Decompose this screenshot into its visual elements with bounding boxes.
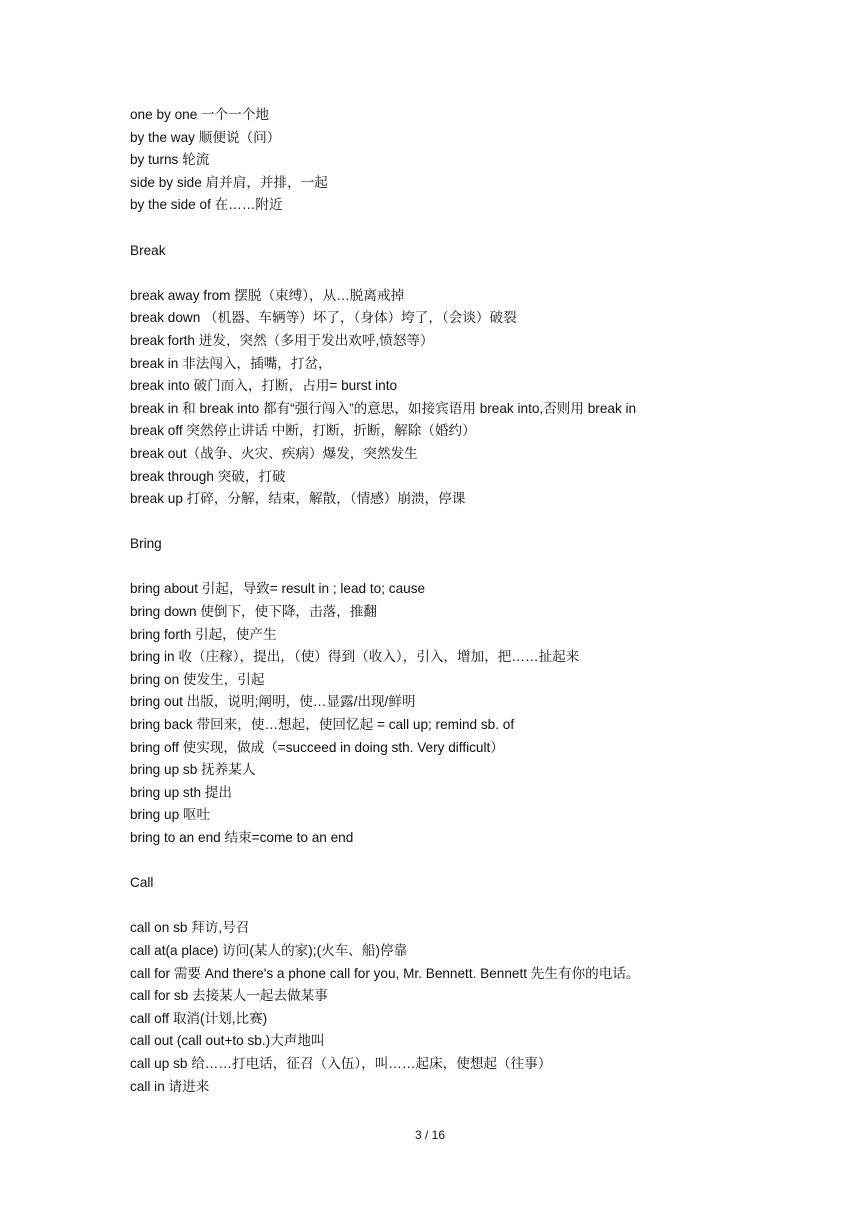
entry-line: bring up sb 抚养某人	[130, 762, 256, 778]
entry-line: bring back 带回来，使…想起，使回忆起 = call up; remind sb. of	[130, 717, 515, 733]
entry-line: call up sb 给……打电话，征召（入伍），叫……起床，使想起（往事）	[130, 1055, 552, 1071]
entry-line: side by side 肩并肩，并排，一起	[130, 174, 328, 190]
entry-line: break away from 摆脱（束缚），从…脱离戒掉	[130, 287, 405, 303]
entry-line: bring down 使倒下，使下降，击落，推翻	[130, 604, 377, 620]
entry-line: call at(a place) 访问(某人的家);(火车、船)停靠	[130, 942, 408, 958]
page-number: 3 / 16	[414, 1128, 446, 1142]
blank-line	[130, 511, 840, 534]
entry-line: break into 破门而入，打断，占用= burst into	[130, 378, 398, 394]
entry-line: call in 请进来	[130, 1078, 210, 1094]
entry-line: by the side of 在……附近	[130, 197, 283, 213]
entry-line: call for sb 去接某人一起去做某事	[130, 988, 328, 1004]
entry-line: bring about 引起，导致= result in ; lead to; cause	[130, 581, 426, 597]
entry-line: call out (call out+to sb.)大声地叫	[130, 1033, 325, 1049]
entry-line: bring on 使发生，引起	[130, 671, 265, 687]
section-heading-break: Break	[130, 242, 166, 258]
page-content	[130, 104, 840, 1098]
entry-line: bring to an end 结束=come to an end	[130, 830, 354, 845]
blank-line	[130, 556, 840, 579]
entry-line: bring up 呕吐	[130, 807, 211, 823]
blank-line	[130, 850, 840, 873]
entry-line: break forth 迸发，突然（多用于发出欢呼,愤怒等）	[130, 332, 434, 348]
entry-line: bring in 收（庄稼），提出，（使）得到（收入），引入，增加，把……扯起来	[130, 649, 580, 665]
entry-line: bring up sth 提出	[130, 784, 232, 800]
blank-line	[130, 217, 840, 240]
section-heading-bring: Bring	[130, 536, 162, 552]
entry-line: by the way 顺便说（问）	[130, 129, 281, 145]
entry-line: by turns 轮流	[130, 152, 210, 168]
entry-line: break through 突破，打破	[130, 468, 286, 484]
entry-line: break in 非法闯入，插嘴，打岔，	[130, 355, 332, 371]
blank-line	[130, 262, 840, 285]
entry-line: one by one 一个一个地	[130, 107, 270, 122]
entry-line: bring off 使实现，做成（=succeed in doing sth. Very difficult）	[130, 739, 504, 755]
entry-line: bring out 出版，说明;阐明，使…显露/出现/鲜明	[130, 694, 416, 710]
section-heading-call: Call	[130, 875, 154, 891]
entry-line: bring forth 引起，使产生	[130, 626, 277, 642]
entry-line: break up 打碎，分解，结束，解散，（情感）崩溃，停课	[130, 491, 466, 507]
entry-line: call off 取消(计划,比赛)	[130, 1010, 268, 1026]
entry-line: call for 需要 And there's a phone call for you, Mr. Bennett. Bennett 先生有你的电话。	[130, 965, 640, 981]
blank-line	[130, 895, 840, 918]
entry-line: break off 突然停止讲话 中断，打断，折断，解除（婚约）	[130, 423, 476, 439]
entry-line: break out（战争、火灾、疾病）爆发，突然发生	[130, 445, 418, 461]
entry-line: break down （机器、车辆等）坏了，（身体）垮了，（会谈）破裂	[130, 310, 517, 326]
entry-line: break in 和 break into 都有“强行闯入”的意思，如接宾语用 break into,否则用 break in	[130, 400, 637, 416]
entry-line: call on sb 拜访,号召	[130, 920, 250, 936]
